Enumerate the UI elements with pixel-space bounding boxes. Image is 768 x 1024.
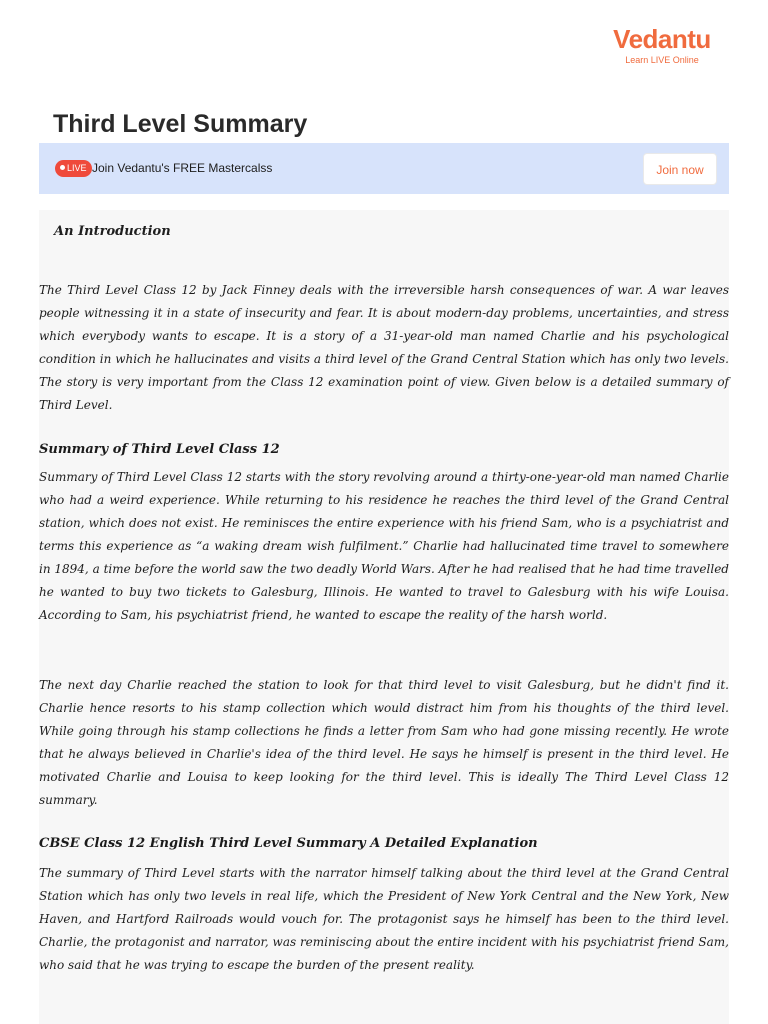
- summary-heading: Summary of Third Level Class 12: [39, 442, 280, 457]
- summary-paragraph-1: Summary of Third Level Class 12 starts with the story revolving around a thirty-one-year-old man named Charlie who had a weird experience. While returning to his residence he reaches the third level of the Grand Central station, which does not exist. He reminisces the entire experience with his friend Sam, who is a psychiatrist and terms this experience as “a waking dream wish fulfilment.” Charlie had hallucinated time travel to somewhere in 1894, a time before the world saw the two deadly World Wars. After he had realised that he had time travelled he wanted to buy two tickets to Galesburg, Illinois. He wanted to travel to Galesburg with his wife Louisa. According to Sam, his psychiatrist friend, he wanted to escape the reality of the harsh world.: [39, 470, 729, 622]
- live-label: LIVE: [67, 163, 87, 173]
- intro-heading: An Introduction: [54, 224, 171, 239]
- logo-tagline: Learn LIVE Online: [625, 55, 699, 65]
- cbse-paragraph: The summary of Third Level starts with the narrator himself talking about the third level at the Grand Central Station which has only two levels in real life, which the President of New York Central and the New York, New Haven, and Hartford Railroads would vouch for. The protagonist says he himself has been to the third level. Charlie, the protagonist and narrator, was reminiscing about the entire incident with his psychiatrist friend Sam, who said that he was trying to escape the burden of the present reality.: [39, 866, 729, 972]
- summary-paragraph-2: The next day Charlie reached the station to look for that third level to visit Galesburg, but he didn't find it. Charlie hence resorts to his stamp collection which would distract him from his thoughts of the third level. While going through his stamp collections he finds a letter from Sam who had gone missing recently. He wrote that he always believed in Charlie's idea of the third level. He says he himself is present in the third level. He motivated Charlie and Louisa to keep looking for the third level. This is ideally The Third Level Class 12 summary.: [39, 678, 729, 807]
- join-now-button[interactable]: Join now: [643, 153, 717, 185]
- vedantu-logo[interactable]: [612, 24, 712, 66]
- banner-text: Join Vedantu's FREE Mastercalss: [92, 161, 273, 175]
- masterclass-banner: [39, 143, 729, 194]
- cbse-heading: CBSE Class 12 English Third Level Summary A Detailed Explanation: [39, 836, 538, 851]
- intro-paragraph: The Third Level Class 12 by Jack Finney deals with the irreversible harsh consequences of war. A war leaves people witnessing it in a state of insecurity and fear. It is about modern-day problems, uncertainties, and stress which everybody wants to escape. It is a story of a 31-year-old man named Charlie and his psychological condition in which he hallucinates and visits a third level of the Grand Central Station which has only two levels. The story is very important from the Class 12 examination point of view. Given below is a detailed summary of Third Level.: [39, 283, 729, 412]
- page-title: Third Level Summary: [53, 110, 308, 138]
- live-badge: [55, 160, 92, 177]
- logo-wordmark: Vedantu: [613, 24, 711, 54]
- summary-content: [39, 210, 729, 1024]
- live-dot-icon: [60, 165, 65, 170]
